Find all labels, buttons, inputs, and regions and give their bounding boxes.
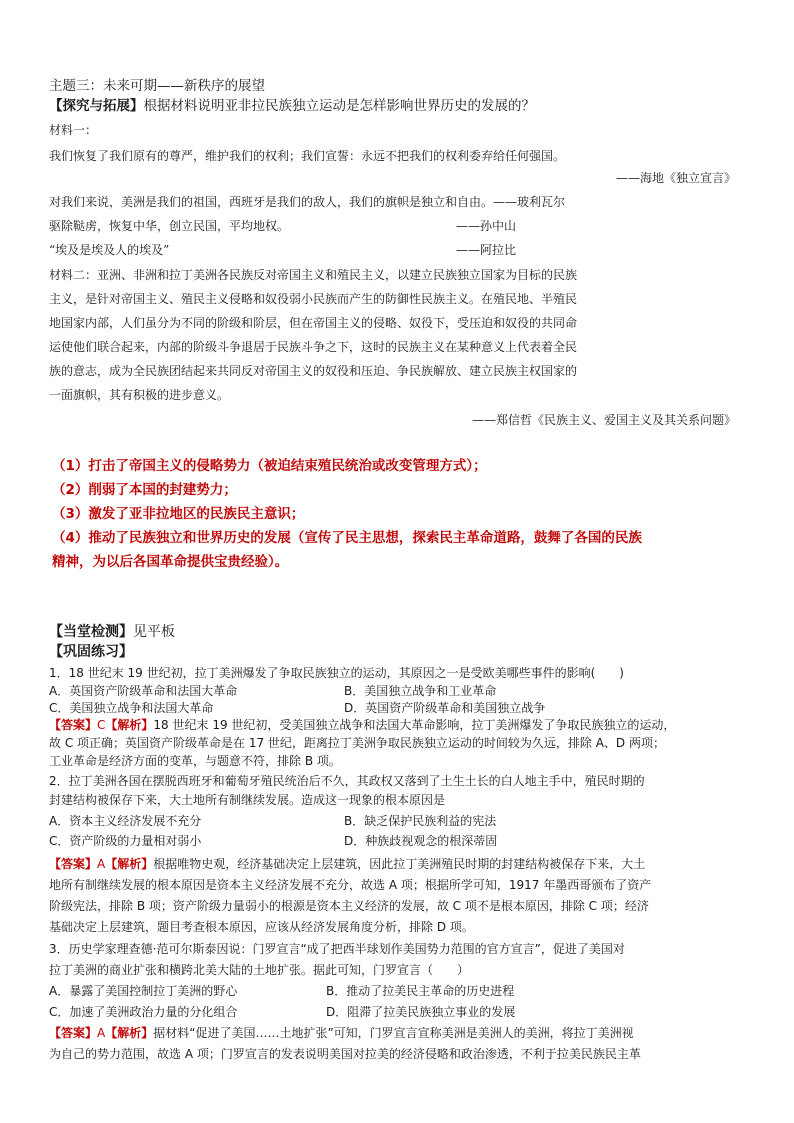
answer-key: A — [97, 857, 106, 871]
question-1-analysis-cont: 工业革命是经济方面的变革，与题意不符，排除 B 项。 — [49, 754, 341, 768]
question-3-option-d: D．阻滞了拉美民族独立事业的发展 — [326, 1005, 516, 1019]
material1-source-sun: ——孙中山 — [456, 219, 517, 233]
question-1-analysis-cont: 故 C 项正确；英国资产阶级革命是在 17 世纪，距离拉丁美洲争取民族独立运动的时间较为久远，排除 A、D 两项； — [49, 736, 665, 750]
answer-item-3: （3）激发了亚非拉地区的民族民主意识； — [52, 506, 305, 522]
material1-source-arabi: ——阿拉比 — [456, 243, 517, 257]
check-text: 见平板 — [133, 624, 175, 640]
question-1-analysis — [49, 717, 675, 733]
answer-key: C — [97, 718, 106, 732]
material2-source: ——郑信哲《民族主义、爱国主义及其关系问题》 — [471, 413, 736, 427]
material2-line: 族的意志，成为全民族团结起来共同反对帝国主义的奴役和压迫、争民族解放、建立民族主权国家的 — [49, 364, 578, 378]
answer-item-1: （1）打击了帝国主义的侵略势力（被迫结束殖民统治或改变管理方式）； — [52, 458, 487, 474]
answer-item-2: （2）削弱了本国的封建势力； — [52, 482, 237, 498]
check-heading — [49, 624, 175, 640]
question-1-stem: 1．18 世纪末 19 世纪初，拉丁美洲爆发了争取民族独立的运动，其原因之一是受欧美哪些事件的影响( ) — [49, 666, 624, 680]
question-2-analysis-cont: 阶级宪法，排除 B 项；资产阶级力量弱小的根源是资本主义经济的发展，故 C 项不是根本原因，排除 C 项；经济 — [49, 899, 649, 913]
question-3-option-b: B．推动了拉美民主革命的历史进程 — [326, 984, 515, 998]
explore-question: 根据材料说明亚非拉民族独立运动是怎样影响世界历史的发展的？ — [143, 98, 535, 114]
question-1-option-c: C．美国独立战争和法国大革命 — [49, 701, 214, 715]
answer-item-4-cont: 精神，为以后各国革命提供宝贵经验）。 — [52, 554, 289, 570]
question-3-stem: 3．历史学家理查德·范可尔斯泰因说：门罗宣言“成了把西半球划作美国势力范围的官方宣言”，促进了美国对 — [49, 942, 625, 956]
analysis-tag: 【解析】 — [105, 857, 154, 871]
analysis-text: 根据唯物史观，经济基础决定上层建筑，因此拉丁美洲殖民时期的封建结构被保存下来，大土 — [153, 857, 646, 871]
question-3-option-c: C．加速了美洲政治力量的分化组合 — [49, 1005, 238, 1019]
material2-line: 一面旗帜，其有积极的进步意义。 — [49, 388, 230, 402]
question-1-option-d: D．英国资产阶级革命和美国独立战争 — [344, 701, 546, 715]
question-2-option-c: C．资产阶级的力量相对弱小 — [49, 834, 202, 848]
question-2-analysis-cont: 基础决定上层建筑，题目考查根本原因，应该从经济发展角度分析，排除 D 项。 — [49, 920, 474, 934]
material1-quote-sun: 驱除鞑虏，恢复中华，创立民国，平均地权。 — [49, 219, 290, 233]
question-3-stem-cont: 拉丁美洲的商业扩张和横跨北美大陆的土地扩张。据此可知，门罗宣言（ ） — [49, 963, 470, 977]
question-2-stem: 2．拉丁美洲各国在摆脱西班牙和葡萄牙殖民统治后不久，其政权又落到了土生土长的白人地主手中，殖民时期的 — [49, 774, 645, 788]
question-3-analysis-cont: 为自己的势力范围，故选 A 项；门罗宣言的发表说明美国对拉美的经济侵略和政治渗透，不利于拉美民族民主革 — [49, 1047, 641, 1061]
material1-label: 材料一： — [49, 123, 98, 137]
material1-source-haiti: ——海地《独立宣言》 — [615, 171, 736, 185]
question-1-option-b: B．美国独立战争和工业革命 — [344, 684, 497, 698]
explore-label: 【探究与拓展】 — [49, 98, 144, 114]
explore-question-line — [49, 98, 535, 114]
material1-quote-bolivar: 对我们来说，美洲是我们的祖国，西班牙是我们的敌人，我们的旗帜是独立和自由。——玻利瓦尔 — [49, 195, 566, 209]
question-1-option-a: A．英国资产阶级革命和法国大革命 — [49, 684, 238, 698]
analysis-tag: 【解析】 — [105, 718, 154, 732]
analysis-tag: 【解析】 — [105, 1026, 154, 1040]
material1-quote-haiti: 我们恢复了我们原有的尊严，维护我们的权利；我们宣誓：永远不把我们的权利委弃给任何强国。 — [49, 149, 566, 163]
material1-quote-arabi: “埃及是埃及人的埃及” — [49, 243, 170, 257]
question-2-option-a: A．资本主义经济发展不充分 — [49, 814, 202, 828]
question-3-analysis — [49, 1025, 634, 1041]
question-2-analysis-cont: 地所有制继续发展的根本原因是资本主义经济发展不充分，故选 A 项；根据所学可知，1917 年墨西哥颁布了资产 — [49, 878, 652, 892]
question-2-option-d: D．种族歧视观念的根深蒂固 — [344, 834, 498, 848]
answer-tag: 【答案】 — [49, 1026, 98, 1040]
material2-line: 地国家内部，人们虽分为不同的阶级和阶层，但在帝国主义的侵略、奴役下，受压迫和奴役的共同命 — [49, 316, 578, 330]
question-3-option-a: A．暴露了美国控制拉丁美洲的野心 — [49, 984, 238, 998]
theme-title: 主题三：未来可期——新秩序的展望 — [49, 78, 265, 94]
analysis-text: 据材料“促进了美国……土地扩张”可知，门罗宣言宣称美洲是美洲人的美洲，将拉丁美洲视 — [153, 1026, 634, 1040]
material2-line: 运使他们联合起来，内部的阶级斗争退居于民族斗争之下，这时的民族主义在某种意义上代表着全民 — [49, 340, 578, 354]
answer-item-4: （4）推动了民族独立和世界历史的发展（宣传了民主思想，探索民主革命道路，鼓舞了各国的民族 — [52, 530, 642, 546]
question-2-stem-cont: 封建结构被保存下来，大土地所有制继续发展。造成这一现象的根本原因是 — [49, 793, 446, 807]
check-label: 【当堂检测】 — [49, 624, 133, 640]
material2-line: 主义，是针对帝国主义、殖民主义侵略和奴役弱小民族而产生的防御性民族主义。在殖民地、半殖民 — [49, 292, 578, 306]
question-2-option-b: B．缺乏保护民族利益的宪法 — [344, 814, 497, 828]
material2-line: 材料二：亚洲、非洲和拉丁美洲各民族反对帝国主义和殖民主义，以建立民族独立国家为目标的民族 — [49, 268, 578, 282]
question-2-analysis — [49, 856, 645, 872]
answer-tag: 【答案】 — [49, 718, 98, 732]
analysis-text: 18 世纪末 19 世纪初，受美国独立战争和法国大革命影响，拉丁美洲爆发了争取民族独立的运动， — [153, 718, 676, 732]
answer-tag: 【答案】 — [49, 857, 98, 871]
practice-heading: 【巩固练习】 — [49, 644, 133, 660]
answer-key: A — [97, 1026, 106, 1040]
